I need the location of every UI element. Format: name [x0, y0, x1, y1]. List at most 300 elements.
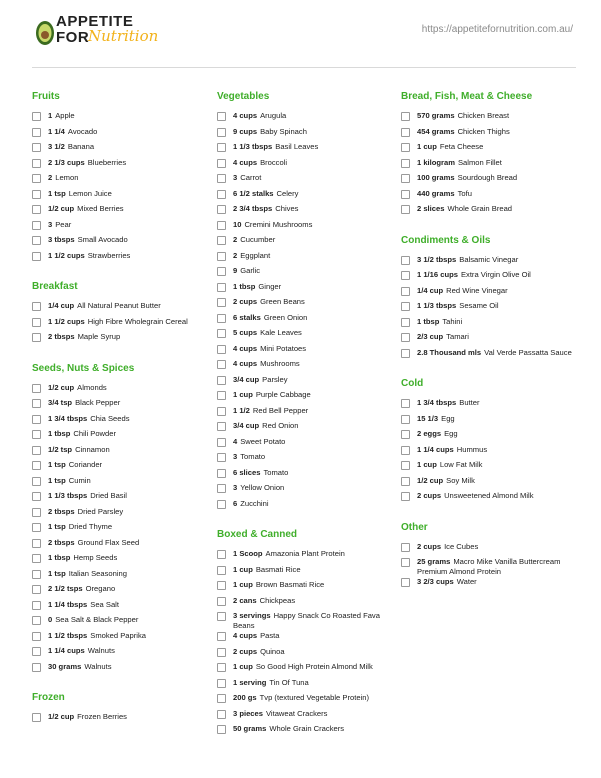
- item-checkbox[interactable]: [32, 221, 41, 230]
- item-quantity: 2: [48, 173, 53, 182]
- item-checkbox[interactable]: [32, 205, 41, 214]
- item-text: [233, 678, 309, 688]
- item-checkbox[interactable]: [401, 205, 410, 214]
- item-checkbox[interactable]: [217, 422, 226, 431]
- item-checkbox[interactable]: [32, 492, 41, 501]
- item-name: Butter: [459, 398, 480, 407]
- item-checkbox[interactable]: [32, 302, 41, 311]
- item-checkbox[interactable]: [32, 430, 41, 439]
- item-quantity: 2 eggs: [417, 429, 442, 438]
- list-item: [217, 693, 392, 709]
- item-checkbox[interactable]: [32, 663, 41, 672]
- item-checkbox[interactable]: [401, 415, 410, 424]
- list-item: [401, 491, 576, 507]
- item-checkbox[interactable]: [401, 446, 410, 455]
- item-checkbox[interactable]: [217, 648, 226, 657]
- item-name: Cucumber: [240, 235, 276, 244]
- item-checkbox[interactable]: [217, 500, 226, 509]
- item-name: Val Verde Passatta Sauce: [484, 347, 572, 357]
- item-quantity: 4 cups: [233, 343, 258, 353]
- item-text: [48, 158, 126, 168]
- item-name: Extra Virgin Olive Oil: [460, 270, 531, 279]
- list-item: [401, 255, 576, 271]
- item-checkbox[interactable]: [32, 601, 41, 610]
- item-quantity: 0: [48, 615, 53, 624]
- list-item: [217, 724, 392, 740]
- item-checkbox[interactable]: [32, 713, 41, 722]
- item-checkbox[interactable]: [217, 159, 226, 168]
- item-checkbox[interactable]: [32, 461, 41, 470]
- list-item: [32, 142, 207, 158]
- item-name: Dried Parsley: [77, 506, 124, 516]
- list-item: [401, 270, 576, 286]
- list-item: [401, 348, 576, 364]
- list-item: [32, 507, 207, 523]
- list-item: [217, 468, 392, 484]
- logo-line2: FOR: [56, 29, 90, 46]
- item-name: Maple Syrup: [77, 332, 121, 341]
- header-divider: [32, 67, 576, 68]
- list-item: [217, 158, 392, 174]
- item-quantity: 5 cups: [233, 328, 258, 337]
- item-checkbox[interactable]: [217, 143, 226, 152]
- list-item: [32, 491, 207, 507]
- item-checkbox[interactable]: [217, 329, 226, 338]
- item-quantity: 3: [233, 483, 238, 492]
- item-text: [233, 297, 305, 307]
- item-name: Low Fat Milk: [439, 460, 483, 469]
- item-checkbox[interactable]: [401, 430, 410, 439]
- item-checkbox[interactable]: [217, 190, 226, 199]
- item-name: Tamari: [446, 332, 469, 341]
- list-item: [32, 173, 207, 189]
- item-quantity: 1 tsp: [48, 522, 66, 531]
- item-text: [233, 359, 300, 369]
- item-name: Black Pepper: [75, 398, 121, 407]
- item-name: Broccoli: [260, 157, 288, 167]
- item-text: [233, 390, 311, 400]
- item-checkbox[interactable]: [217, 174, 226, 183]
- item-name: Vitaweat Crackers: [265, 708, 328, 718]
- item-name: Hummus: [456, 444, 488, 454]
- item-checkbox[interactable]: [32, 477, 41, 486]
- item-text: [233, 596, 295, 606]
- item-quantity: 1/4 cup: [417, 285, 444, 295]
- item-text: [48, 491, 127, 501]
- item-checkbox[interactable]: [217, 679, 226, 688]
- list-item: [401, 142, 576, 158]
- item-quantity: 3 pieces: [233, 708, 263, 718]
- section-heading: Breakfast: [32, 281, 78, 292]
- item-checkbox[interactable]: [32, 318, 41, 327]
- list-item: [32, 414, 207, 430]
- item-name: Ground Flax Seed: [77, 537, 140, 547]
- item-checkbox[interactable]: [217, 453, 226, 462]
- item-text: [417, 317, 462, 327]
- item-checkbox[interactable]: [32, 143, 41, 152]
- item-name: Almonds: [77, 382, 107, 392]
- item-quantity: 3/4 cup: [233, 421, 260, 430]
- item-text: [417, 398, 480, 408]
- item-text: [233, 158, 287, 168]
- item-text: [48, 476, 91, 486]
- shopping-section: [401, 377, 576, 507]
- item-checkbox[interactable]: [401, 128, 410, 137]
- item-checkbox[interactable]: [32, 174, 41, 183]
- item-name: Quinoa: [260, 646, 285, 656]
- item-text: [48, 507, 123, 517]
- item-checkbox[interactable]: [32, 508, 41, 517]
- item-checkbox[interactable]: [401, 399, 410, 408]
- item-text: [417, 301, 499, 311]
- item-checkbox[interactable]: [32, 616, 41, 625]
- item-checkbox[interactable]: [217, 236, 226, 245]
- item-checkbox[interactable]: [401, 318, 410, 327]
- item-quantity: 6: [233, 498, 238, 508]
- avocado-icon: [34, 16, 56, 46]
- item-checkbox[interactable]: [217, 438, 226, 447]
- item-checkbox[interactable]: [217, 550, 226, 559]
- item-checkbox[interactable]: [217, 597, 226, 606]
- list-item: [401, 111, 576, 127]
- item-text: [48, 189, 112, 199]
- list-item: [32, 158, 207, 174]
- item-checkbox[interactable]: [401, 578, 410, 587]
- item-text: [233, 375, 288, 385]
- item-checkbox[interactable]: [217, 128, 226, 137]
- item-name: Dried Basil: [90, 491, 127, 500]
- item-checkbox[interactable]: [217, 710, 226, 719]
- list-item: [32, 127, 207, 143]
- item-name: Coriander: [68, 460, 103, 469]
- list-item: [217, 375, 392, 391]
- item-checkbox[interactable]: [32, 112, 41, 121]
- item-checkbox[interactable]: [401, 543, 410, 552]
- item-checkbox[interactable]: [401, 477, 410, 486]
- item-checkbox[interactable]: [32, 446, 41, 455]
- page-header: [0, 0, 601, 70]
- item-name: Tin Of Tuna: [269, 677, 309, 687]
- item-checkbox[interactable]: [217, 469, 226, 478]
- item-quantity: 1 1/4 cups: [48, 646, 85, 655]
- list-item: [217, 549, 392, 565]
- item-name: Parsley: [262, 374, 288, 384]
- item-text: [233, 251, 270, 261]
- item-text: [417, 255, 518, 265]
- list-item: [401, 542, 576, 558]
- list-item: [217, 220, 392, 236]
- list-item: [32, 538, 207, 554]
- item-checkbox[interactable]: [401, 461, 410, 470]
- item-text: [233, 421, 298, 431]
- item-checkbox[interactable]: [32, 384, 41, 393]
- item-quantity: 2: [233, 235, 238, 244]
- item-text: [233, 452, 265, 462]
- item-text: [417, 414, 455, 424]
- item-checkbox[interactable]: [32, 554, 41, 563]
- item-name: Basmati Rice: [255, 564, 301, 574]
- item-text: [417, 491, 534, 501]
- item-text: [48, 383, 107, 393]
- item-checkbox[interactable]: [217, 283, 226, 292]
- item-name: Egg: [444, 429, 458, 438]
- item-text: [417, 542, 478, 552]
- item-text: [233, 662, 373, 672]
- item-checkbox[interactable]: [32, 570, 41, 579]
- shopping-section: [401, 90, 576, 220]
- shopping-section: [32, 280, 207, 348]
- item-quantity: 2 cups: [233, 297, 258, 306]
- item-checkbox[interactable]: [32, 647, 41, 656]
- item-name: Cumin: [68, 475, 91, 485]
- item-quantity: 1/2 tsp: [48, 444, 73, 454]
- item-name: Yellow Onion: [240, 483, 285, 492]
- section-heading: Bread, Fish, Meat & Cheese: [401, 91, 533, 102]
- shopping-section: [32, 362, 207, 678]
- item-text: [233, 437, 285, 447]
- item-quantity: 1 cup: [233, 390, 253, 399]
- list-item: [217, 390, 392, 406]
- item-text: [417, 460, 482, 470]
- item-quantity: 9: [233, 266, 238, 275]
- item-quantity: 1 tsp: [48, 475, 66, 485]
- item-quantity: 1 1/3 tbsps: [233, 142, 273, 151]
- item-text: [48, 111, 75, 121]
- list-item: [217, 127, 392, 143]
- item-name: Blueberries: [87, 157, 127, 167]
- item-quantity: 1 tbsp: [48, 429, 71, 438]
- list-item: [401, 127, 576, 143]
- item-name: Avocado: [67, 126, 98, 136]
- item-quantity: 454 grams: [417, 126, 455, 136]
- item-text: [48, 429, 116, 439]
- list-item: [401, 414, 576, 430]
- item-checkbox[interactable]: [217, 632, 226, 641]
- item-text: [233, 328, 302, 338]
- list-item: [217, 611, 392, 631]
- item-quantity: 1: [48, 111, 53, 120]
- item-checkbox[interactable]: [401, 271, 410, 280]
- item-quantity: 4: [233, 436, 238, 446]
- item-checkbox[interactable]: [32, 523, 41, 532]
- item-text: [417, 476, 475, 486]
- item-quantity: 6 1/2 stalks: [233, 188, 274, 198]
- item-quantity: 1 cup: [417, 460, 437, 469]
- item-name: Kale Leaves: [260, 328, 302, 337]
- item-text: [233, 142, 318, 152]
- item-checkbox[interactable]: [401, 143, 410, 152]
- item-checkbox[interactable]: [401, 112, 410, 121]
- item-checkbox[interactable]: [217, 566, 226, 575]
- item-text: [48, 522, 112, 532]
- item-name: Hemp Seeds: [73, 553, 118, 562]
- item-name: Salmon Fillet: [457, 157, 502, 167]
- item-quantity: 1/4 cup: [48, 301, 75, 310]
- item-quantity: 1/2 cup: [417, 475, 444, 485]
- item-name: Eggplant: [240, 250, 271, 260]
- item-checkbox[interactable]: [217, 407, 226, 416]
- list-item: [32, 712, 207, 728]
- section-heading: Frozen: [32, 692, 65, 703]
- item-checkbox[interactable]: [32, 632, 41, 641]
- list-item: [217, 235, 392, 251]
- item-checkbox[interactable]: [401, 349, 410, 358]
- item-checkbox[interactable]: [217, 298, 226, 307]
- item-checkbox[interactable]: [217, 694, 226, 703]
- item-checkbox[interactable]: [32, 539, 41, 548]
- list-item: [32, 445, 207, 461]
- item-checkbox[interactable]: [217, 267, 226, 276]
- item-checkbox[interactable]: [217, 360, 226, 369]
- list-item: [401, 429, 576, 445]
- item-quantity: 3 1/2: [48, 142, 65, 151]
- list-item: [32, 383, 207, 399]
- item-quantity: 2/3 cup: [417, 332, 444, 341]
- item-quantity: 1 1/2 cups: [48, 316, 85, 326]
- item-text: [48, 615, 138, 625]
- item-checkbox[interactable]: [401, 256, 410, 265]
- item-text: [233, 631, 279, 641]
- item-checkbox[interactable]: [401, 302, 410, 311]
- item-text: [48, 204, 124, 214]
- list-item: [32, 332, 207, 348]
- item-text: [48, 398, 120, 408]
- item-checkbox[interactable]: [401, 558, 410, 567]
- item-text: [417, 204, 512, 214]
- item-checkbox[interactable]: [217, 221, 226, 230]
- list-item: [32, 317, 207, 333]
- list-item: [217, 142, 392, 158]
- item-text: [48, 646, 115, 656]
- item-name: Sweet Potato: [240, 436, 286, 446]
- item-text: [233, 220, 312, 230]
- item-name: Chia Seeds: [90, 413, 130, 423]
- list-item: [217, 359, 392, 375]
- item-checkbox[interactable]: [32, 399, 41, 408]
- list-item: [32, 615, 207, 631]
- item-checkbox[interactable]: [401, 287, 410, 296]
- item-name: High Fibre Wholegrain Cereal: [87, 316, 188, 326]
- list-item: [32, 189, 207, 205]
- list-item: [32, 522, 207, 538]
- section-heading: Fruits: [32, 91, 60, 102]
- item-checkbox[interactable]: [217, 345, 226, 354]
- item-text: [48, 142, 94, 152]
- item-name: Chickpeas: [259, 595, 296, 605]
- item-text: [233, 549, 345, 559]
- item-checkbox[interactable]: [32, 333, 41, 342]
- item-checkbox[interactable]: [217, 205, 226, 214]
- item-checkbox[interactable]: [401, 333, 410, 342]
- item-checkbox[interactable]: [32, 236, 41, 245]
- item-checkbox[interactable]: [32, 159, 41, 168]
- list-item: [32, 553, 207, 569]
- item-checkbox[interactable]: [217, 484, 226, 493]
- item-checkbox[interactable]: [401, 159, 410, 168]
- item-quantity: 3: [233, 452, 238, 461]
- list-item: [401, 301, 576, 317]
- item-quantity: 1 3/4 tbsps: [417, 398, 457, 407]
- item-text: [48, 251, 130, 261]
- item-quantity: 1/2 cup: [48, 712, 75, 721]
- item-checkbox[interactable]: [32, 190, 41, 199]
- item-checkbox[interactable]: [217, 663, 226, 672]
- item-quantity: 1 3/4 tbsps: [48, 413, 88, 423]
- list-item: [217, 647, 392, 663]
- list-item: [217, 709, 392, 725]
- item-checkbox[interactable]: [217, 391, 226, 400]
- item-quantity: 9 cups: [233, 126, 258, 136]
- list-item: [32, 301, 207, 317]
- item-quantity: 1 cup: [233, 564, 253, 574]
- list-item: [401, 445, 576, 461]
- item-checkbox[interactable]: [401, 190, 410, 199]
- item-checkbox[interactable]: [217, 314, 226, 323]
- item-name: So Good High Protein Almond Milk: [255, 662, 373, 671]
- item-checkbox[interactable]: [217, 612, 226, 621]
- item-checkbox[interactable]: [401, 174, 410, 183]
- item-quantity: 1 cup: [233, 662, 253, 671]
- item-quantity: 2.8 Thousand mls: [417, 347, 482, 357]
- item-name: Sea Salt: [90, 599, 119, 609]
- item-text: [48, 662, 112, 672]
- item-checkbox[interactable]: [401, 492, 410, 501]
- item-quantity: 2 cups: [417, 541, 442, 551]
- item-text: [417, 189, 472, 199]
- list-item: [32, 662, 207, 678]
- list-item: [217, 406, 392, 422]
- item-text: [48, 569, 127, 579]
- item-checkbox[interactable]: [217, 252, 226, 261]
- item-quantity: 4 cups: [233, 157, 258, 167]
- shopping-section: [217, 528, 392, 740]
- item-name: Tvp (textured Vegetable Protein): [259, 693, 369, 702]
- item-text: [233, 235, 275, 245]
- item-text: [233, 565, 301, 575]
- item-checkbox[interactable]: [32, 585, 41, 594]
- section-heading: Other: [401, 521, 428, 533]
- item-checkbox[interactable]: [32, 128, 41, 137]
- item-quantity: 1/2 cup: [48, 382, 75, 392]
- item-text: [417, 577, 477, 587]
- item-name: Cinnamon: [75, 444, 110, 454]
- item-text: [417, 270, 531, 280]
- column-right: [401, 90, 576, 607]
- item-text: [48, 600, 119, 610]
- item-name: Green Onion: [263, 312, 308, 322]
- item-checkbox[interactable]: [217, 725, 226, 734]
- item-name: Ice Cubes: [444, 541, 479, 551]
- item-quantity: 2 cups: [417, 491, 442, 500]
- item-name: Pear: [55, 219, 72, 229]
- item-quantity: 1 1/4 tbsps: [48, 599, 88, 609]
- item-checkbox[interactable]: [217, 112, 226, 121]
- item-quantity: 2 1/2 tsps: [48, 584, 83, 593]
- item-checkbox[interactable]: [32, 415, 41, 424]
- item-quantity: 200 gs: [233, 693, 257, 702]
- site-url[interactable]: https://appetitefornutrition.com.au/: [421, 24, 573, 35]
- item-checkbox[interactable]: [32, 252, 41, 261]
- item-text: [48, 584, 115, 594]
- item-quantity: 2 tbsps: [48, 332, 75, 341]
- item-text: [48, 538, 139, 548]
- item-quantity: 1 tbsp: [48, 553, 71, 562]
- brand-logo: [34, 14, 164, 50]
- item-checkbox[interactable]: [217, 581, 226, 590]
- item-name: Red Bell Pepper: [252, 405, 309, 415]
- item-quantity: 50 grams: [233, 724, 267, 733]
- item-checkbox[interactable]: [217, 376, 226, 385]
